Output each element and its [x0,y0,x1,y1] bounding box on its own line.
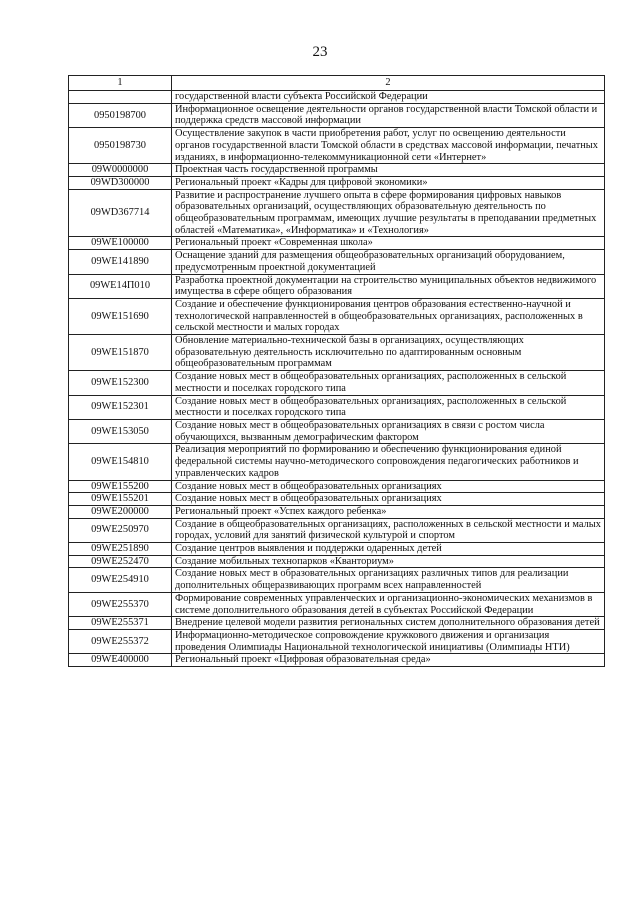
row-name: Проектная часть государственной программы [172,164,605,177]
table-row [69,164,605,177]
row-name: Создание центров выявления и поддержки одаренных детей [172,543,605,556]
row-code: 0950198730 [69,128,172,164]
row-code: 09WE155200 [69,480,172,493]
row-name: Создание новых мест в общеобразовательных организациях [172,480,605,493]
row-code: 09WE152301 [69,395,172,419]
row-code: 09WE154810 [69,444,172,480]
row-code: 09WE255372 [69,629,172,653]
row-code: 09WE14П010 [69,274,172,298]
row-code: 09WE151870 [69,335,172,371]
row-code: 09WE252470 [69,555,172,568]
row-code: 09W0000000 [69,164,172,177]
row-code: 09WE255370 [69,592,172,616]
row-code: 0950198700 [69,103,172,127]
table-row [69,91,605,104]
table-row [69,654,605,667]
table-row [69,335,605,371]
row-name: Создание новых мест в общеобразовательных организациях, расположенных в сельской местности и поселках городского типа [172,371,605,395]
row-name: Обновление материально-технической базы в организациях, осуществляющих образовательную деятельность исключительно по адаптированным основным общеобразовательным программам [172,335,605,371]
row-code: 09WE200000 [69,505,172,518]
row-code: 09WE141890 [69,250,172,274]
row-name: Внедрение целевой модели развития региональных систем дополнительного образования детей [172,617,605,630]
row-name: Информационное освещение деятельности органов государственной власти Томской области и поддержка средств массовой информации [172,103,605,127]
table-row [69,371,605,395]
row-name: Региональный проект «Современная школа» [172,237,605,250]
table-row [69,298,605,334]
row-name: Создание новых мест в общеобразовательных организациях, расположенных в сельской местности и поселках городского типа [172,395,605,419]
column-header-code: 1 [69,76,172,91]
row-name: Создание новых мест в образовательных организациях различных типов для реализации дополнительных общеразвивающих программ всех направленностей [172,568,605,592]
row-code: 09WD367714 [69,189,172,237]
row-name: Создание в общеобразовательных организациях, расположенных в сельской местности и малых городах, условий для занятий физической культурой и спортом [172,518,605,542]
row-name: Разработка проектной документации на строительство муниципальных объектов недвижимого имущества в сфере общего образования [172,274,605,298]
table-row [69,518,605,542]
row-name: Региональный проект «Кадры для цифровой экономики» [172,176,605,189]
row-name: Создание новых мест в общеобразовательных организациях в связи с ростом числа обучающихся, вызванным демографическим фактором [172,419,605,443]
row-code: 09WE250970 [69,518,172,542]
table-row [69,493,605,506]
table-row [69,419,605,443]
table-row [69,128,605,164]
table-row [69,505,605,518]
table-header-row [69,76,605,91]
row-code: 09WE400000 [69,654,172,667]
table-row [69,617,605,630]
table-row [69,592,605,616]
row-code: 09WE155201 [69,493,172,506]
row-name: Информационно-методическое сопровождение кружкового движения и организация проведения Олимпиады Национальной технологической инициативы (Олимпиады НТИ) [172,629,605,653]
column-header-name: 2 [172,76,605,91]
table-row [69,480,605,493]
table-row [69,555,605,568]
row-code: 09WE100000 [69,237,172,250]
row-code: 09WE153050 [69,419,172,443]
table-row [69,250,605,274]
page-number: 23 [312,44,328,60]
table-row [69,568,605,592]
row-name: государственной власти субъекта Российской Федерации [172,91,605,104]
budget-classification-table [68,75,605,667]
row-code [69,91,172,104]
row-code: 09WE254910 [69,568,172,592]
table-row [69,189,605,237]
table-row [69,395,605,419]
row-name: Реализация мероприятий по формированию и обеспечению функционирования единой федеральной системы научно-методического сопровождения педагогических работников и управленческих кадров [172,444,605,480]
row-name: Развитие и распространение лучшего опыта в сфере формирования цифровых навыков образовательных организаций, осуществляющих образовательную деятельность по общеобразовательным программам, имеющих лучшие результаты в преподавании предметных областей «Математика», «Информатика» и «Технология» [172,189,605,237]
table-row [69,444,605,480]
row-name: Создание новых мест в общеобразовательных организациях [172,493,605,506]
table-row [69,274,605,298]
table-row [69,629,605,653]
row-code: 09WE255371 [69,617,172,630]
row-code: 09WE251890 [69,543,172,556]
row-name: Создание мобильных технопарков «Кванториум» [172,555,605,568]
row-name: Оснащение зданий для размещения общеобразовательных организаций оборудованием, предусмотренным проектной документацией [172,250,605,274]
row-code: 09WE151690 [69,298,172,334]
table-row [69,543,605,556]
table-row [69,237,605,250]
row-name: Создание и обеспечение функционирования центров образования естественно-научной и технологической направленностей в общеобразовательных организациях, расположенных в сельской местности и малых городах [172,298,605,334]
row-name: Осуществление закупок в части приобретения работ, услуг по освещению деятельности органов государственной власти Томской области в средствах массовой информации, печатных изданиях, в информационно-телекоммуникационной сети «Интернет» [172,128,605,164]
table-row [69,103,605,127]
row-name: Формирование современных управленческих и организационно-экономических механизмов в системе дополнительного образования детей в субъектах Российской Федерации [172,592,605,616]
row-code: 09WE152300 [69,371,172,395]
row-code: 09WD300000 [69,176,172,189]
row-name: Региональный проект «Цифровая образовательная среда» [172,654,605,667]
row-name: Региональный проект «Успех каждого ребенка» [172,505,605,518]
table-row [69,176,605,189]
